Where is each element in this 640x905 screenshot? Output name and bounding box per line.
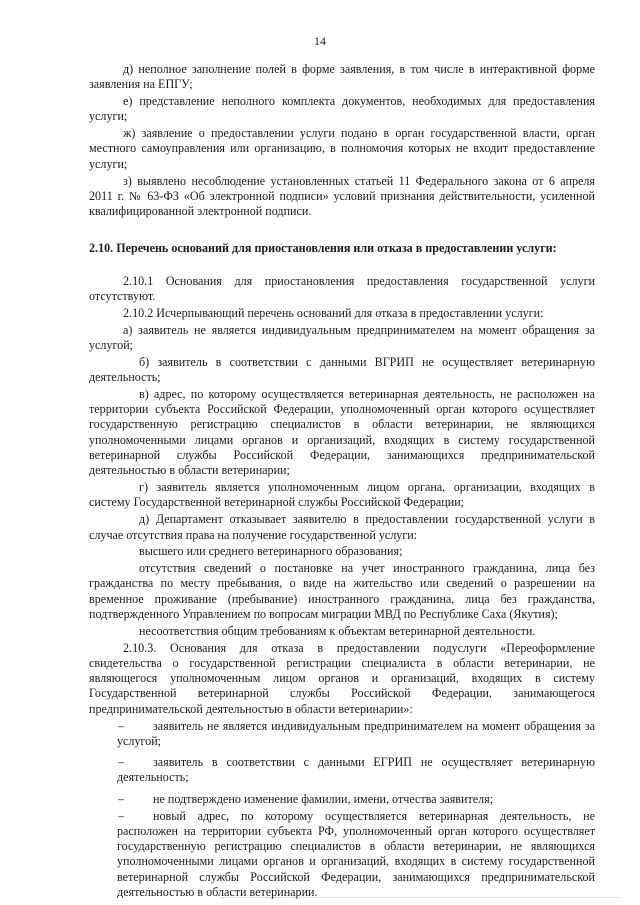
dash-item-new-address: – новый адрес, по которому осуществляется ветеринарная деятельность, не расположен на территории субъекта РФ, уполномоченный орган которого осуществляет государственную регистрацию специалистов в области ветеринарии, не являющихся уполномоченными лицами органов и организаций, входящих в систему государственной ветеринарной службы Российской Федерации, занимающихся предпринимательской деятельностью в области ветеринарии.	[89, 809, 595, 901]
refusal-item-v: в) адрес, по которому осуществляется ветеринарная деятельность, не расположен на территории субъекта Российской Федерации, уполномоченный орган которого осуществляет государственную регистрацию специалистов в области ветеринарии, не являющихся уполномоченными лицами органов и организаций, входящих в систему государственной ветеринарной службы Российской Федерации, занимающихся предпринимательской деятельностью в области ветеринарии;	[89, 386, 595, 478]
clause-2-10-2: 2.10.2 Исчерпывающий перечень оснований для отказа в предоставлении услуги:	[123, 305, 544, 320]
dash-item-entrepreneur: – заявитель не является индивидуальным предпринимателем на момент обращения за услугой;	[89, 719, 595, 750]
document-body	[89, 62, 595, 902]
condition-education: высшего или среднего ветеринарного образования;	[139, 544, 403, 559]
dash-item-name-change: – не подтверждено изменение фамилии, имени, отчества заявителя;	[89, 792, 595, 807]
condition-registration: отсутствия сведений о постановке на учет иностранного гражданина, лица без гражданства по месту пребывания, о виде на жительство или сведений о разрешении на временное проживание (пребывание) иностранного гражданина, лица без гражданства, подтвержденного Управлением по вопросам миграции МВД по Республике Саха (Якутия);	[89, 561, 595, 621]
scan-artifact-line	[220, 897, 620, 899]
clause-2-10-3: 2.10.3. Основания для отказа в предоставлении подуслуги «Переоформление свидетельства о государственной регистрации специалиста в области ветеринарии, не являющегося уполномоченным лицом органов и организаций, входящих в систему Государственной ветеринарной службы Российской Федерации, занимающегося предпринимательской деятельностью в области ветеринарии»:	[89, 640, 595, 716]
refusal-item-a: а) заявитель не является индивидуальным предпринимателем на момент обращения за услугой;	[89, 322, 595, 352]
paragraph-e: е) представление неполного комплекта документов, необходимых для предоставления услуги;	[89, 94, 595, 124]
paragraph-d: д) неполное заполнение полей в форме заявления, в том числе в интерактивной форме заявления на ЕПГУ;	[89, 62, 595, 92]
refusal-item-b: б) заявитель в соответствии с данными ВГРИП не осуществляет ветеринарную деятельность;	[89, 354, 595, 385]
page-number: 14	[314, 34, 326, 48]
dash-item-egrip: – заявитель в соответствии с данными ЕГРИП не осуществляет ветеринарную деятельность;	[89, 755, 595, 786]
condition-requirements: несоответствия общим требованиям к объектам ветеринарной деятельности.	[139, 623, 536, 638]
clause-2-10-1: 2.10.1 Основания для приостановления предоставления государственной услуги отсутствуют.	[89, 273, 595, 304]
paragraph-z: з) выявлено несоблюдение установленных статьей 11 Федерального закона от 6 апреля 2011 г. № 63-ФЗ «Об электронной подписи» условий признания действительности, усиленной квалифицированной электронной подписи.	[89, 173, 595, 219]
refusal-item-d: д) Департамент отказывает заявителю в предоставлении государственной услуги в случае отсутствия права на получение государственной услуги:	[89, 512, 595, 542]
section-heading: 2.10. Перечень оснований для приостановления или отказа в предоставлении услуги:	[89, 241, 557, 256]
refusal-item-g: г) заявитель является уполномоченным лицом органа, организации, входящих в систему Государственной ветеринарной службы Российской Федерации;	[89, 480, 595, 510]
paragraph-zh: ж) заявление о предоставлении услуги подано в орган государственной власти, орган местного самоуправления или организацию, в полномочия которых не входит предоставление услуги;	[89, 126, 595, 171]
